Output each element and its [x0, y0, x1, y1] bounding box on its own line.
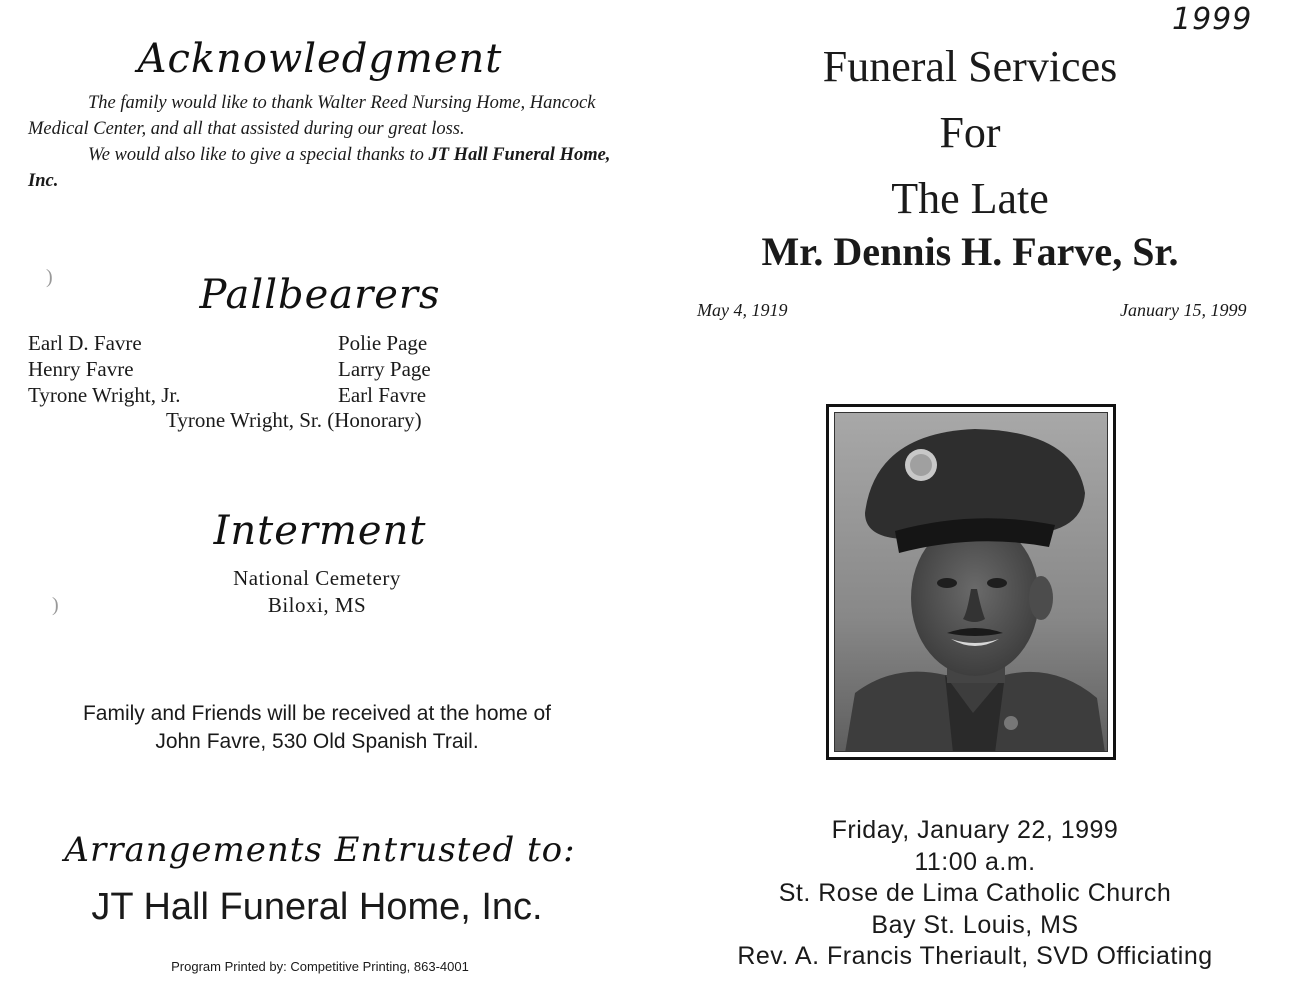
- reception-line-1: Family and Friends will be received at the home of: [82, 702, 552, 725]
- portrait-photo: [834, 412, 1108, 752]
- pallbearers-column-2: [338, 330, 431, 408]
- pallbearer-name: Tyrone Wright, Jr.: [28, 383, 181, 407]
- service-city: Bay St. Louis, MS: [871, 910, 1079, 939]
- reception-notice: [0, 700, 634, 756]
- death-date: January 15, 1999: [1120, 300, 1247, 320]
- arrangements-heading: Arrangements Entrusted to:: [64, 830, 576, 870]
- portrait-illustration: [835, 413, 1108, 752]
- acknowledgment-para-2-prefix: We would also like to give a special thanks to: [88, 145, 429, 165]
- pallbearer-name: Earl Favre: [338, 383, 427, 407]
- title-line-3: The Late: [891, 174, 1049, 223]
- service-church: St. Rose de Lima Catholic Church: [778, 879, 1172, 907]
- acknowledgment-text: [28, 90, 618, 194]
- interment-location: [0, 565, 634, 619]
- printed-by-credit: Program Printed by: Competitive Printing, 863-4001: [171, 959, 469, 974]
- service-time: 11:00 a.m.: [914, 847, 1036, 876]
- pallbearers-column-1: [28, 330, 180, 408]
- acknowledgment-heading: Acknowledgment: [137, 36, 503, 82]
- pallbearer-name: Polie Page: [338, 331, 428, 355]
- pallbearer-name: Earl D. Favre: [28, 331, 142, 355]
- interment-place: National Cemetery: [233, 566, 401, 590]
- interment-city: Biloxi, MS: [267, 593, 367, 617]
- title-line-1: Funeral Services: [822, 42, 1118, 91]
- punch-hole-mark: ): [52, 594, 59, 616]
- birth-date: May 4, 1919: [697, 300, 788, 320]
- funeral-home-name: JT Hall Funeral Home, Inc.: [91, 886, 543, 928]
- service-details: [650, 815, 1292, 973]
- service-officiant: Rev. A. Francis Theriault, SVD Officiating: [737, 942, 1213, 970]
- pallbearer-name: Larry Page: [338, 357, 431, 381]
- punch-hole-mark: ): [46, 266, 53, 288]
- acknowledgment-para-1: The family would like to thank Walter Reed Nursing Home, Hancock Medical Center, and all that assisted during our great loss.: [28, 93, 596, 139]
- acknowledgment-para-2: [28, 142, 618, 194]
- pallbearer-name: Henry Favre: [28, 357, 134, 381]
- honorary-pallbearer: Tyrone Wright, Sr. (Honorary): [166, 408, 422, 432]
- handwritten-year-note: 1999: [1172, 2, 1253, 37]
- title-line-2: For: [939, 108, 1001, 157]
- program-title: [650, 34, 1290, 232]
- portrait-photo-frame: [826, 404, 1116, 760]
- reception-line-2: John Favre, 530 Old Spanish Trail.: [155, 730, 479, 753]
- acknowledgment-funeral-home: JT Hall Funeral Home, Inc.: [28, 145, 611, 191]
- deceased-name: Mr. Dennis H. Farve, Sr.: [761, 229, 1179, 274]
- interment-heading: Interment: [213, 508, 427, 554]
- pallbearers-heading: Pallbearers: [199, 272, 441, 318]
- service-date: Friday, January 22, 1999: [831, 816, 1119, 844]
